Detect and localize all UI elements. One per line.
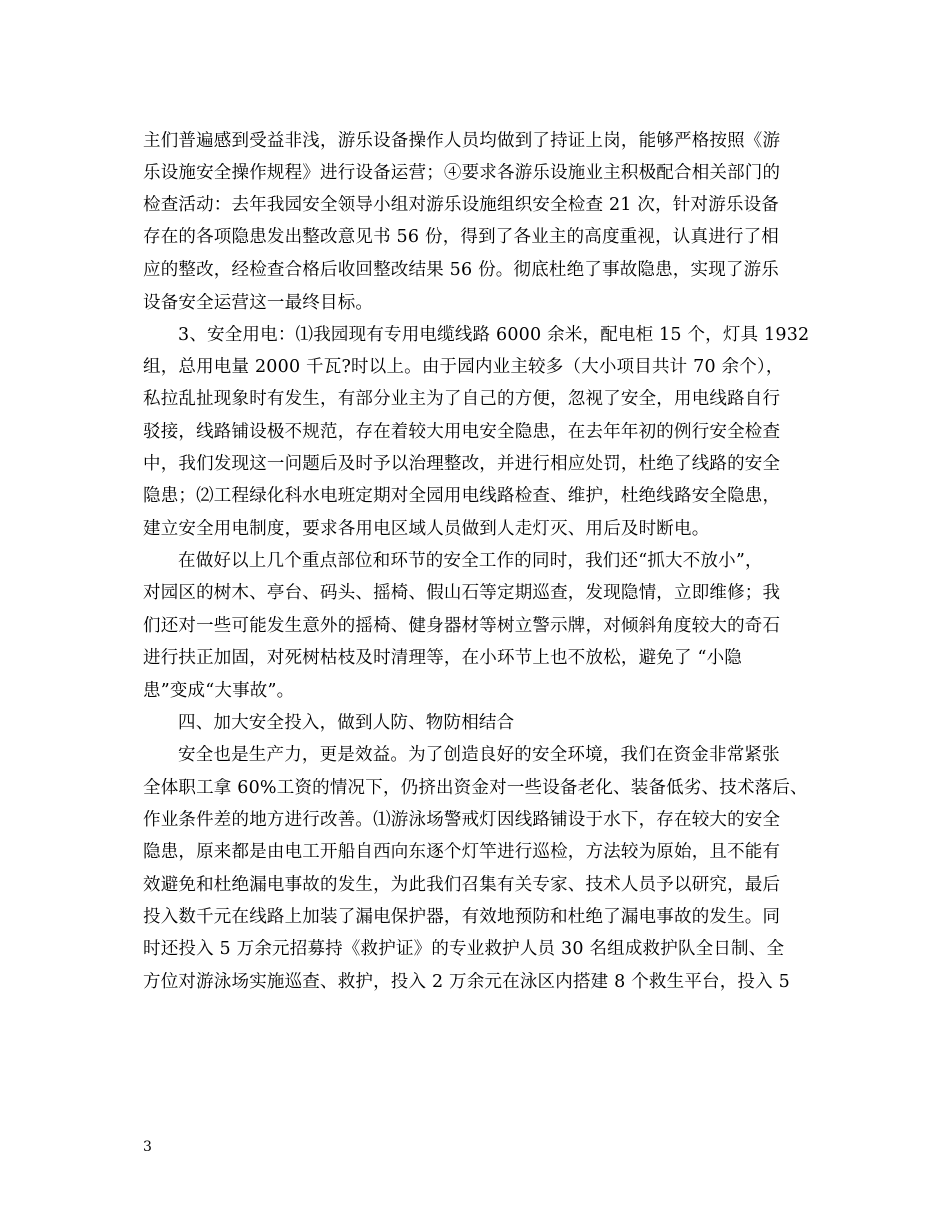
text-line: 设备安全运营这一最终目标。: [143, 293, 374, 313]
text-line: 安全也是生产力，更是效益。为了创造良好的安全环境，我们在资金非常紧张: [178, 745, 780, 765]
text-line: 隐患，原来都是由电工开船自西向东逐个灯竿进行巡检，方法较为原始，且不能有: [143, 842, 781, 862]
text-line: 驳接，线路铺设极不规范，存在着较大用电安全隐患，在去年年初的例行安全检查: [143, 422, 781, 442]
text-line: 方位对游泳场实施巡查、救护，投入 2 万余元在泳区内搭建 8 个救生平台，投入 5: [143, 972, 790, 992]
text-line: 患”变成“大事故”。: [143, 681, 295, 701]
text-line: 主们普遍感到受益非浅，游乐设备操作人员均做到了持证上岗，能够严格按照《游: [143, 131, 781, 151]
page-number: 3: [143, 1139, 152, 1155]
text-line: 检查活动：去年我园安全领导小组对游乐设施组织安全检查 21 次，针对游乐设备: [143, 195, 779, 215]
text-line: 建立安全用电制度，要求各用电区域人员做到人走灯灭、用后及时断电。: [143, 519, 710, 539]
text-line: 进行扶正加固，对死树枯枝及时清理等，在小环节上也不放松，避免了 “小隐: [143, 648, 743, 668]
text-line: 投入数千元在线路上加装了漏电保护器，有效地预防和杜绝了漏电事故的发生。同: [143, 907, 781, 927]
text-line: 效避免和杜绝漏电事故的发生，为此我们召集有关专家、技术人员予以研究，最后: [143, 875, 781, 895]
text-line: 全体职工拿 60%工资的情况下，仍挤出资金对一些设备老化、装备低劣、技术落后、: [143, 778, 808, 798]
text-line: 3、安全用电：⑴我园现有专用电缆线路 6000 余米，配电柜 15 个，灯具 1932: [178, 325, 810, 345]
text-line: 乐设施安全操作规程》进行设备运营；④要求各游乐设施业主积极配合相关部门的: [143, 163, 781, 183]
text-line: 组，总用电量 2000 千瓦?时以上。由于园内业主较多（大小项目共计 70 余个），: [143, 357, 784, 377]
text-line: 存在的各项隐患发出整改意见书 56 份，得到了各业主的高度重视，认真进行了相: [143, 227, 779, 247]
text-line: 应的整改，经检查合格后收回整改结果 56 份。彻底杜绝了事故隐患，实现了游乐: [143, 260, 779, 280]
text-line: 在做好以上几个重点部位和环节的安全工作的同时，我们还“抓大不放小”，: [178, 551, 763, 571]
text-line: 中，我们发现这一问题后及时予以治理整改，并进行相应处罚，杜绝了线路的安全: [143, 454, 781, 474]
text-line: 隐患；⑵工程绿化科水电班定期对全园用电线路检查、维护，杜绝线路安全隐患，: [143, 486, 781, 506]
text-line: 时还投入 5 万余元招募持《救护证》的专业救护人员 30 名组成救护队全日制、全: [143, 939, 785, 959]
text-line: 作业条件差的地方进行改善。⑴游泳场警戒灯因线路铺设于水下，存在较大的安全: [143, 810, 781, 830]
text-line: 对园区的树木、亭台、码头、摇椅、假山石等定期巡查，发现隐情，立即维修；我: [143, 583, 781, 603]
text-line: 们还对一些可能发生意外的摇椅、健身器材等树立警示牌，对倾斜角度较大的奇石: [143, 616, 781, 636]
section-heading: 四、加大安全投入，做到人防、物防相结合: [178, 713, 515, 733]
text-line: 私拉乱扯现象时有发生，有部分业主为了自己的方便，忽视了安全，用电线路自行: [143, 389, 781, 409]
